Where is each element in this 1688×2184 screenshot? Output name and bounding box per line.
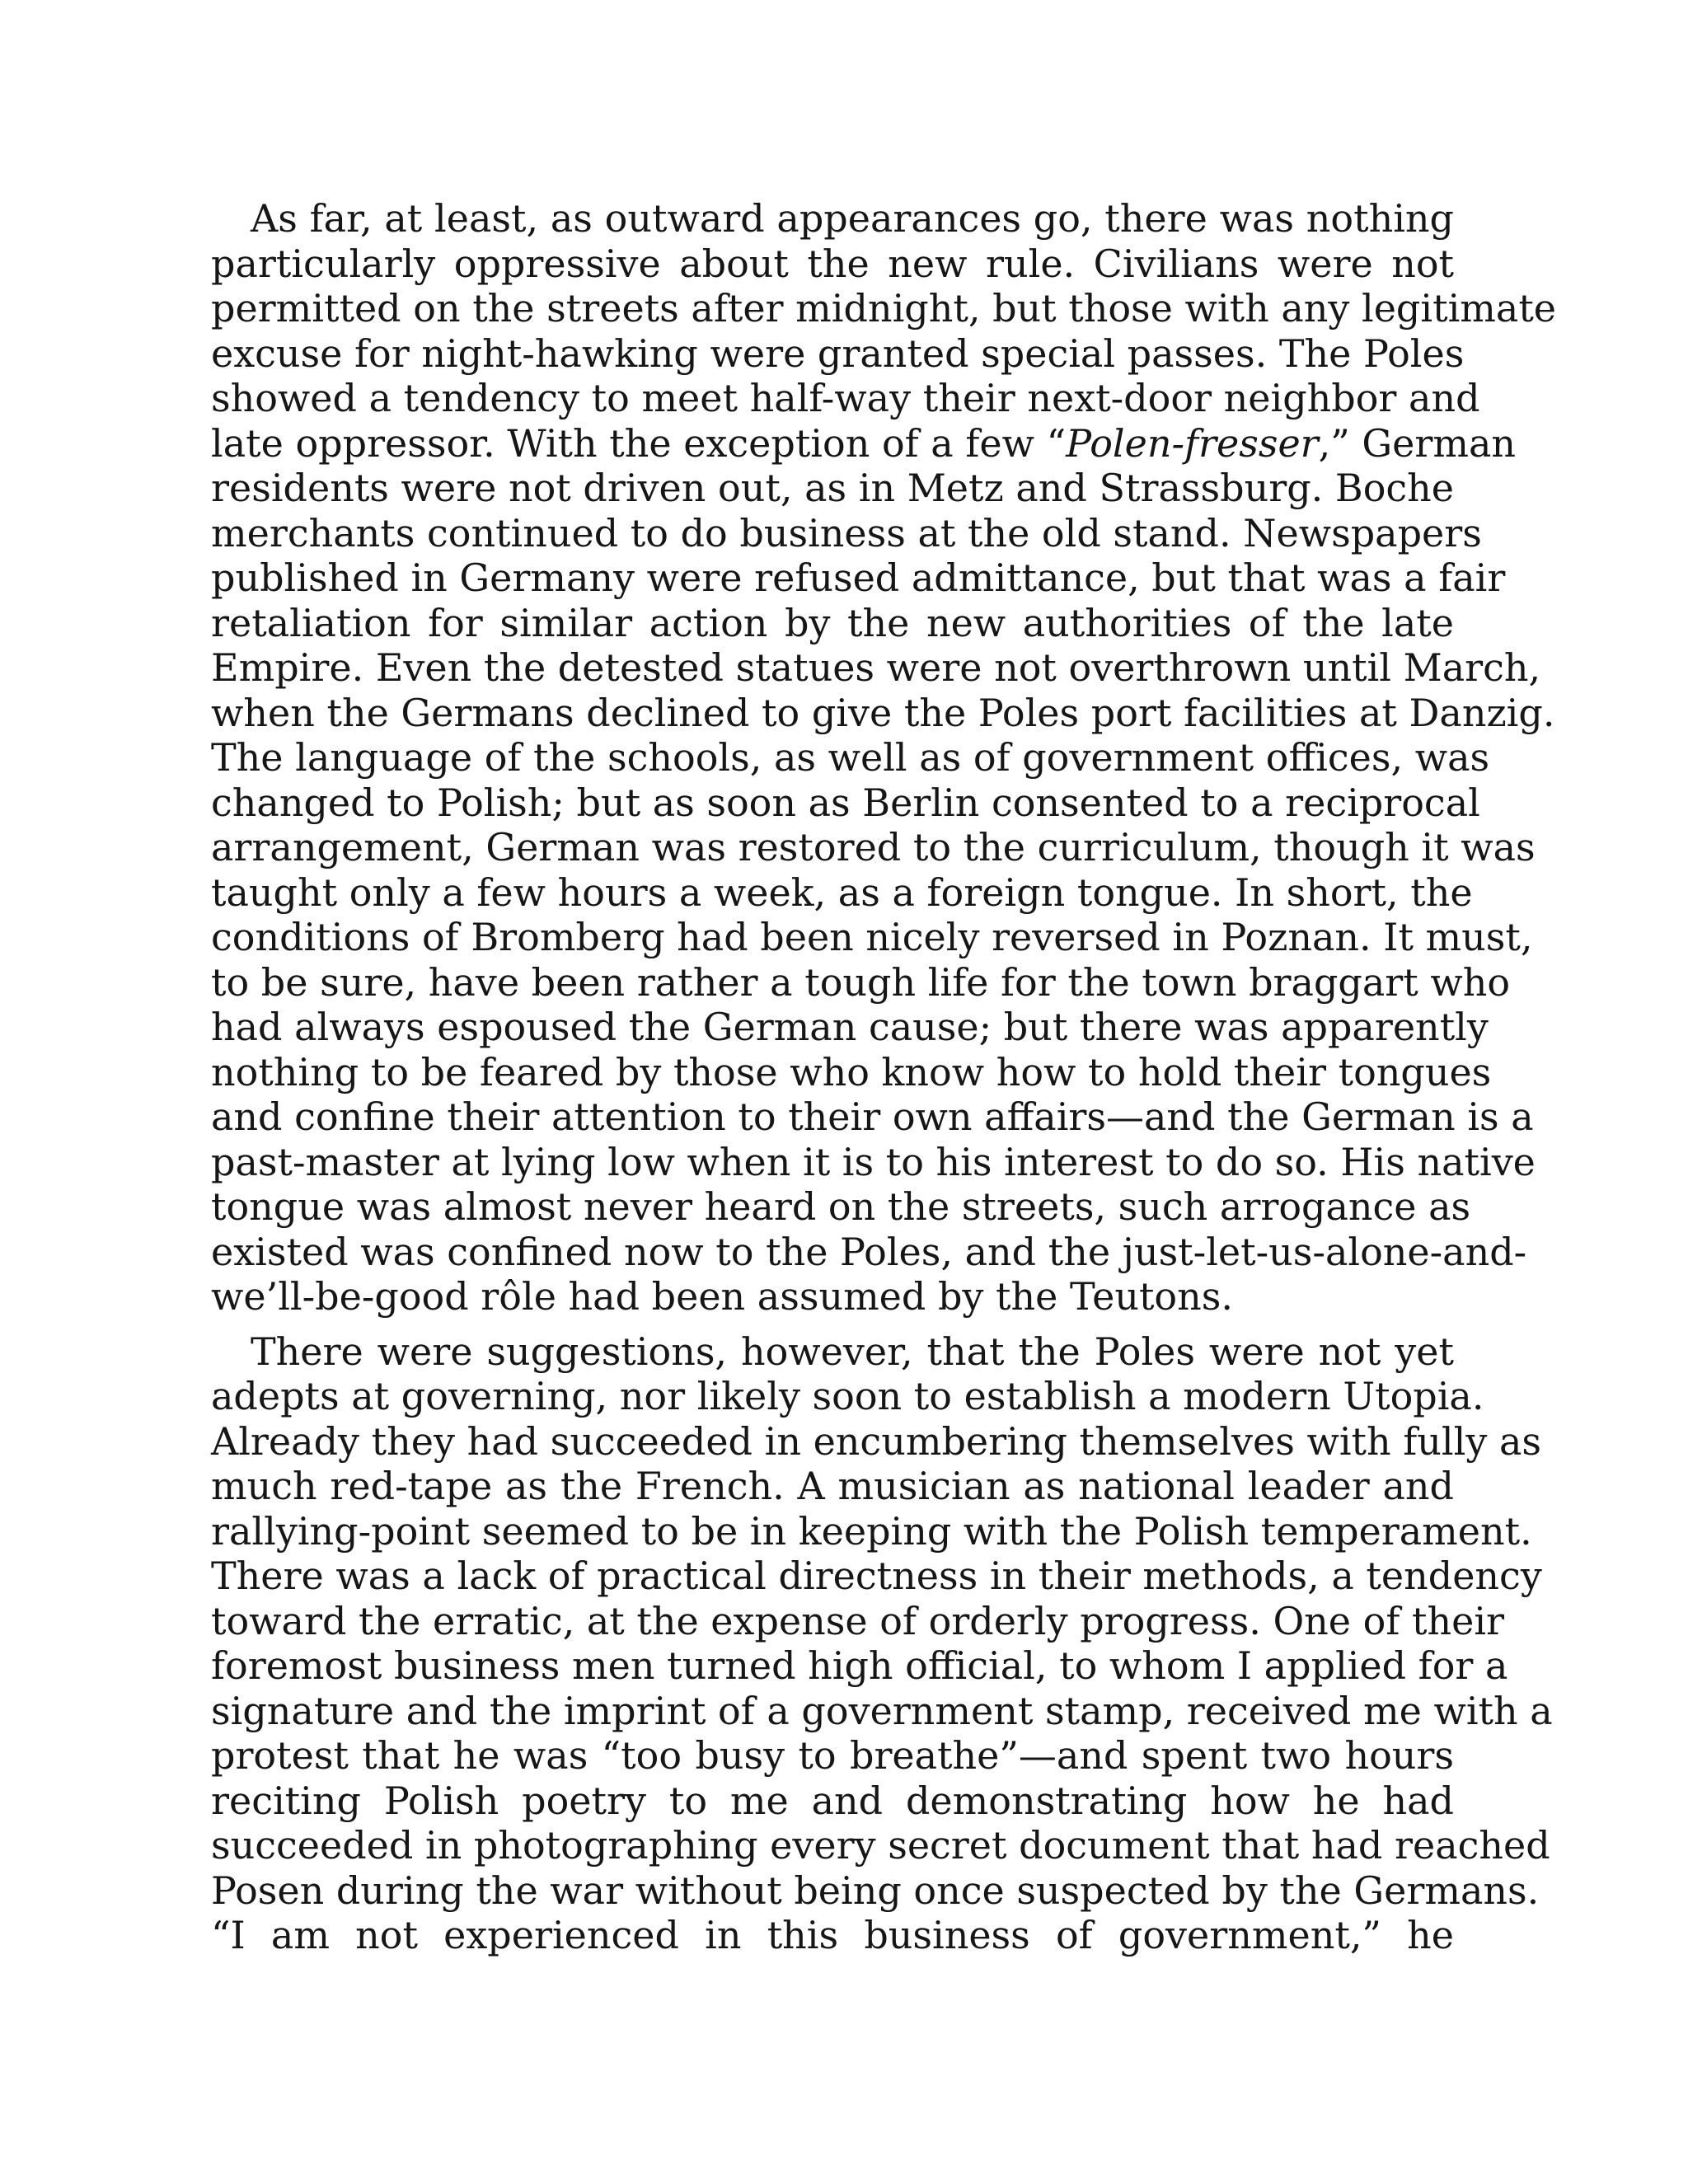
text-line: residents were not driven out, as in Metz and Strassburg. Boche	[211, 466, 1454, 510]
text-line: Empire. Even the detested statues were not overthrown until March,	[211, 645, 1541, 690]
text-line: Already they had succeeded in encumbering themselves with fully as	[211, 1418, 1541, 1464]
text-line: and confine their attention to their own affairs—and the German is a	[211, 1094, 1534, 1139]
text-line: The language of the schools, as well as of government offices, was	[211, 735, 1490, 780]
text-line: past-master at lying low when it is to his interest to do so. His native	[211, 1139, 1536, 1184]
text-line: taught only a few hours a week, as a foreign tongue. In short, the	[211, 869, 1473, 915]
text-line: arrangement, German was restored to the curriculum, though it was	[211, 825, 1536, 869]
text-line: There was a lack of practical directness in their methods, a tendency	[211, 1554, 1542, 1598]
text-line: protest that he was “too busy to breathe”—and spent two hours	[211, 1733, 1454, 1778]
text-line	[211, 420, 1517, 466]
text-line: conditions of Bromberg had been nicely reversed in Poznan. It must,	[211, 915, 1533, 959]
text-line: signature and the imprint of a government stamp, received me with a	[211, 1688, 1553, 1733]
text-line: showed a tendency to meet half-way their next-door neighbor and	[211, 376, 1480, 420]
text-line: nothing to be feared by those who know how to hold their tongues	[211, 1049, 1492, 1094]
text-line: tongue was almost never heard on the streets, such arrogance as	[211, 1184, 1471, 1229]
text-line: when the Germans declined to give the Poles port facilities at Danzig.	[211, 690, 1555, 735]
text-segment: ,” German	[1318, 420, 1517, 466]
text-line: There were suggestions, however, that the Poles were not yet	[251, 1329, 1454, 1374]
text-line: published in Germany were refused admittance, but that was a fair	[211, 555, 1506, 600]
text-line: merchants continued to do business at the old stand. Newspapers	[211, 510, 1482, 555]
text-line: reciting Polish poetry to me and demonstrating how he had	[211, 1778, 1454, 1823]
text-line: had always espoused the German cause; but there was apparently	[211, 1005, 1489, 1049]
text-line: succeeded in photographing every secret document that had reached	[211, 1823, 1550, 1868]
text-line: foremost business men turned high official, to whom I applied for a	[211, 1643, 1508, 1688]
document-page	[211, 196, 1557, 1958]
text-line: existed was confined now to the Poles, and the just-let-us-alone-and-	[211, 1229, 1527, 1274]
paragraph	[211, 196, 1557, 1319]
text-line: “I am not experienced in this business of government,” he	[211, 1913, 1454, 1957]
text-line: As far, at least, as outward appearances go, there was nothing	[251, 196, 1454, 241]
text-line: adepts at governing, nor likely soon to establish a modern Utopia.	[211, 1374, 1484, 1418]
text-line: changed to Polish; but as soon as Berlin consented to a reciprocal	[211, 780, 1480, 825]
text-segment: late oppressor. With the exception of a few “	[211, 420, 1067, 466]
text-line: toward the erratic, at the expense of orderly progress. One of their	[211, 1598, 1505, 1643]
text-line: retaliation for similar action by the new authorities of the late	[211, 600, 1454, 645]
italic-term: Polen-fresser	[1066, 420, 1319, 466]
text-line: permitted on the streets after midnight, but those with any legitimate	[211, 286, 1557, 330]
text-line: excuse for night-hawking were granted special passes. The Poles	[211, 330, 1465, 376]
text-line: particularly oppressive about the new rule. Civilians were not	[211, 241, 1454, 286]
text-line: much red-tape as the French. A musician as national leader and	[211, 1464, 1454, 1508]
text-line: Posen during the war without being once suspected by the Germans.	[211, 1868, 1540, 1913]
text-line: we’ll-be-good rôle had been assumed by the Teutons.	[211, 1274, 1233, 1319]
paragraph	[211, 1329, 1553, 1958]
text-line: rallying-point seemed to be in keeping with the Polish temperament.	[211, 1508, 1532, 1554]
text-line: to be sure, have been rather a tough life for the town braggart who	[211, 959, 1511, 1005]
